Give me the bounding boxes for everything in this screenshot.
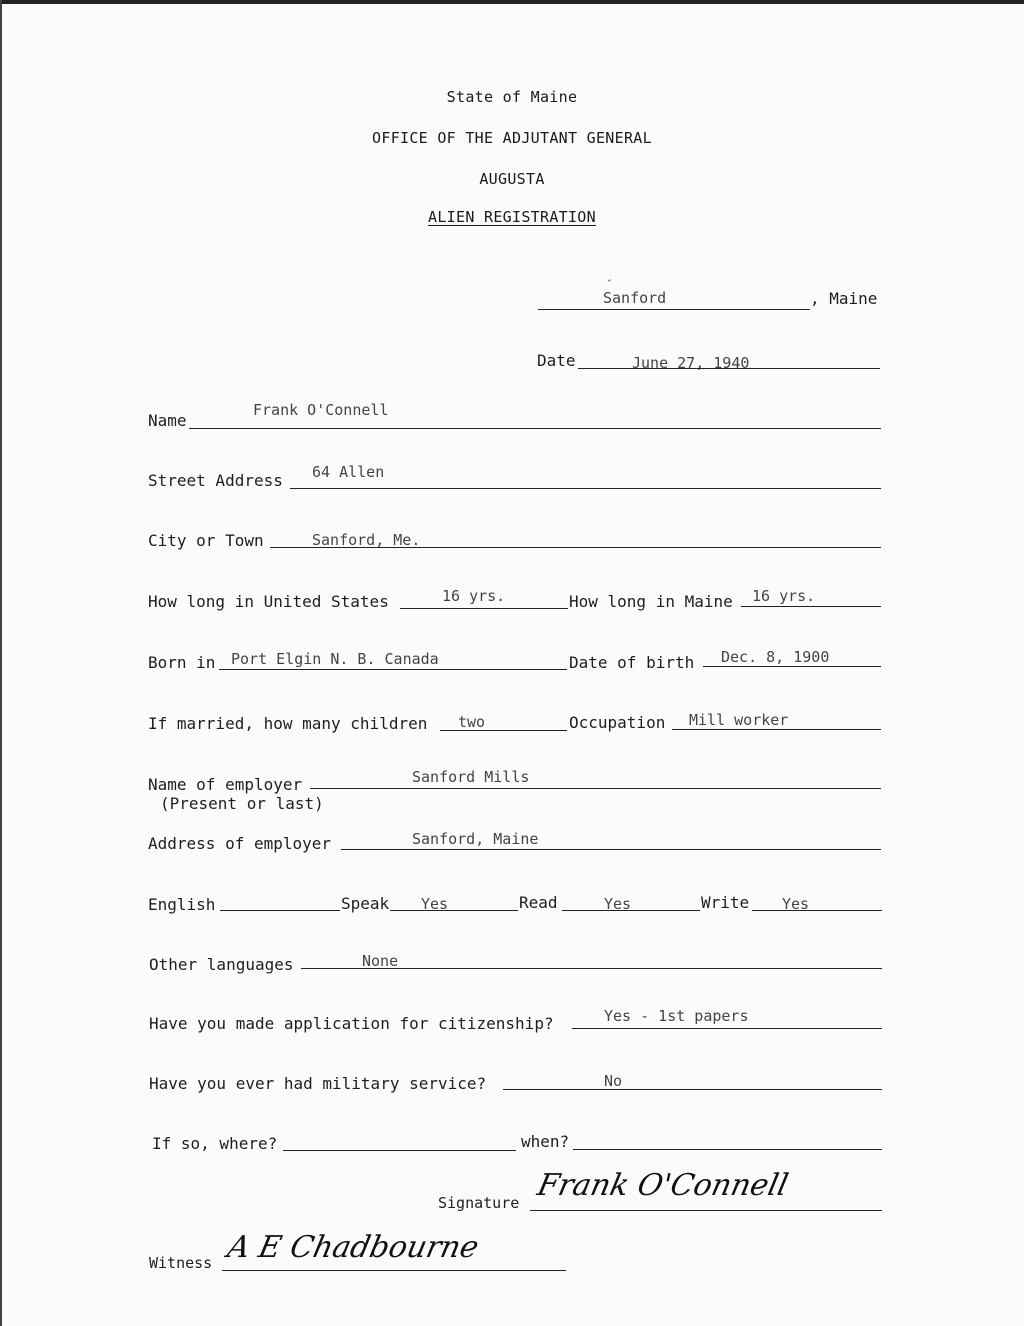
children-value: two [458, 713, 486, 731]
city-line [270, 547, 881, 548]
us-years-value: 16 yrs. [442, 587, 506, 605]
city-label: City or Town [148, 531, 264, 550]
citizenship-value: Yes - 1st papers [604, 1007, 749, 1025]
header-state: State of Maine [446, 88, 578, 106]
place-suffix: , Maine [810, 289, 878, 308]
employer-value: Sanford Mills [412, 768, 530, 786]
maine-years-label: How long in Maine [569, 592, 733, 611]
military-value: No [604, 1072, 623, 1090]
dob-value: Dec. 8, 1900 [721, 648, 830, 666]
dob-line [703, 666, 881, 667]
other-languages-value: None [362, 952, 399, 970]
name-value: Frank O'Connell [253, 401, 389, 419]
us-years-line [400, 608, 568, 609]
english-line [220, 910, 340, 911]
employer-address-label: Address of employer [148, 834, 332, 853]
signature-line [530, 1210, 882, 1211]
born-in-line [219, 669, 567, 670]
signature-label: Signature [438, 1194, 520, 1212]
place-line [538, 309, 810, 310]
scan-left-edge [0, 0, 2, 1326]
speak-line [390, 910, 518, 911]
form-title [0, 208, 1024, 226]
maine-years-line [741, 606, 881, 607]
speak-value: Yes [421, 895, 449, 913]
other-languages-line [301, 968, 882, 969]
us-years-label: How long in United States [148, 592, 389, 611]
military-line [503, 1089, 882, 1090]
scan-top-edge [0, 0, 1024, 4]
born-in-label: Born in [148, 653, 216, 672]
write-label: Write [701, 893, 750, 912]
date-label: Date [537, 351, 576, 370]
write-value: Yes [782, 895, 810, 913]
read-label: Read [519, 893, 558, 912]
date-line [578, 368, 880, 369]
dob-label: Date of birth [569, 653, 695, 672]
header-city: AUGUSTA [479, 170, 545, 188]
read-line [562, 910, 700, 911]
military-label: Have you ever had military service? [149, 1074, 487, 1093]
english-label: English [148, 895, 216, 914]
witness-line [222, 1270, 566, 1271]
form-title-text: ALIEN REGISTRATION [428, 208, 596, 226]
employer-line [310, 788, 881, 789]
employer-sublabel: (Present or last) [160, 794, 324, 813]
occupation-line [672, 729, 881, 730]
born-in-value: Port Elgin N. B. Canada [231, 650, 439, 668]
name-label: Name [148, 411, 187, 430]
read-value: Yes [604, 895, 632, 913]
maine-years-value: 16 yrs. [752, 587, 816, 605]
speak-label: Speak [341, 894, 390, 913]
other-languages-label: Other languages [149, 955, 294, 974]
header-office: OFFICE OF THE ADJUTANT GENERAL [372, 129, 652, 147]
witness-label: Witness [149, 1254, 213, 1272]
signature-handwriting: Frank O'Connell [534, 1168, 792, 1203]
citizenship-line [572, 1028, 882, 1029]
where-label: If so, where? [152, 1134, 278, 1153]
employer-address-value: Sanford, Maine [412, 830, 539, 848]
children-label: If married, how many children [148, 714, 428, 733]
employer-address-line [341, 849, 881, 850]
when-label: when? [521, 1132, 570, 1151]
date-value: June 27, 1940 [632, 354, 750, 372]
where-line [283, 1150, 516, 1151]
street-line [290, 488, 881, 489]
street-label: Street Address [148, 471, 283, 490]
place-value: Sanford [603, 289, 667, 307]
name-line [189, 428, 881, 429]
occupation-label: Occupation [569, 713, 666, 732]
employer-label: Name of employer [148, 775, 303, 794]
street-value: 64 Allen [312, 463, 385, 481]
children-line [440, 730, 567, 731]
city-value: Sanford, Me. [312, 531, 421, 549]
witness-signature: A E Chadbourne [224, 1230, 482, 1265]
tick-mark: ˇ [606, 278, 613, 291]
occupation-value: Mill worker [689, 711, 789, 729]
when-line [573, 1149, 882, 1150]
write-line [752, 910, 882, 911]
citizenship-label: Have you made application for citizenship? [149, 1014, 554, 1033]
